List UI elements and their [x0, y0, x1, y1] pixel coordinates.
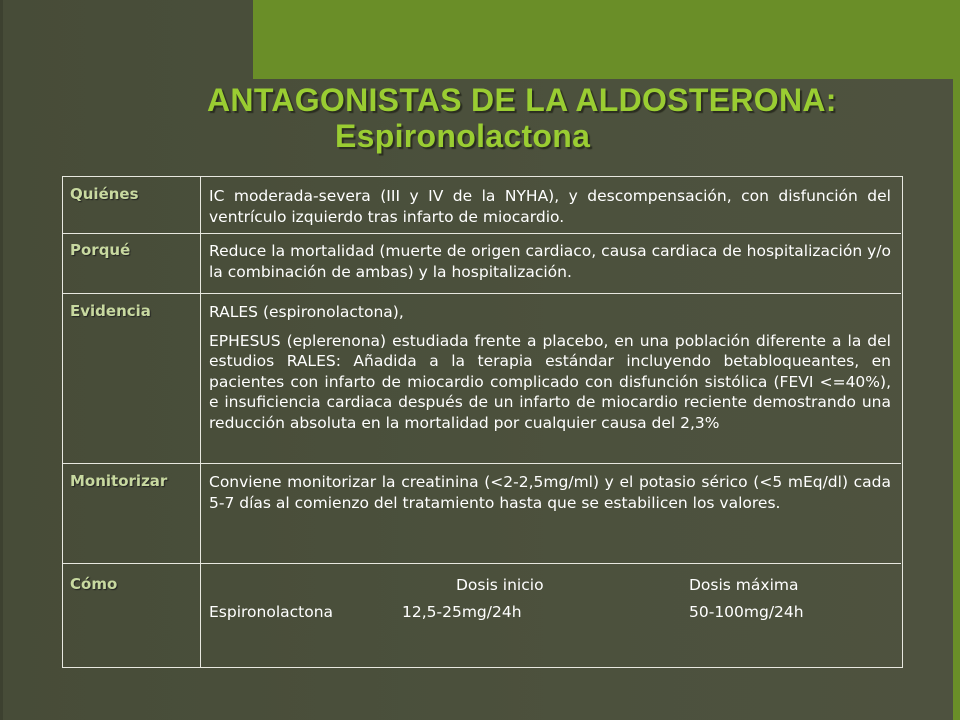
dose-header-max: Dosis máxima: [689, 576, 799, 594]
evidencia-rales: RALES (espironolactona),: [209, 303, 404, 321]
row-text-quienes: IC moderada-severa (III y IV de la NYHA), y descompensación, con disfunción del ventrículo izquierdo tras infarto de miocardio.: [209, 187, 891, 226]
row-label-como: Cómo: [70, 575, 118, 593]
right-accent-bar: [953, 0, 960, 720]
dose-header-start: Dosis inicio: [456, 576, 544, 594]
table-column-divider: [200, 176, 201, 667]
paragraph-gap: [209, 323, 891, 331]
drug-name: Espironolactona: [209, 603, 334, 621]
dose-start-value: 12,5-25mg/24h: [402, 603, 522, 621]
row-label-monitorizar: Monitorizar: [70, 472, 168, 490]
row-label-porque: Porqué: [70, 241, 131, 259]
main-green-banner: [253, 0, 953, 79]
row-label-evidencia: Evidencia: [70, 302, 151, 320]
table-row-divider: [62, 293, 901, 294]
left-edge-strip: [0, 0, 3, 720]
table-row-divider: [62, 463, 901, 464]
slide-title-line2: Espironolactona: [335, 118, 591, 154]
table-row-divider: [62, 563, 901, 564]
banner-green: [953, 0, 960, 107]
row-text-evidencia: [209, 302, 891, 433]
row-text-monitorizar: Conviene monitorizar la creatinina (<2-2,5mg/ml) y el potasio sérico (<5 mEq/dl) cada 5-7 días al comienzo del tratamiento hasta que se estabilicen los valores.: [209, 473, 891, 512]
row-text-porque: Reduce la mortalidad (muerte de origen cardiaco, causa cardiaca de hospitalización y/o la combinación de ambas) y la hospitalización.: [209, 242, 891, 281]
dose-max-value: 50-100mg/24h: [689, 603, 804, 621]
row-label-quienes: Quiénes: [70, 185, 139, 203]
evidencia-ephesus: EPHESUS (eplerenona) estudiada frente a placebo, en una población diferente a la del estudios RALES: Añadida a la terapia estándar incluyendo betabloqueantes, en pacientes con infarto de miocardio complicado con disfunción sistólica (FEVI <=40%), e insuficiencia cardiaca después de un infarto de miocardio reciente demostrando una reducción absoluta en la mortalidad por cualquier causa del 2,3%: [209, 331, 891, 432]
slide-title-line1: ANTAGONISTAS DE LA ALDOSTERONA:: [207, 82, 837, 118]
table-row-divider: [62, 233, 901, 234]
